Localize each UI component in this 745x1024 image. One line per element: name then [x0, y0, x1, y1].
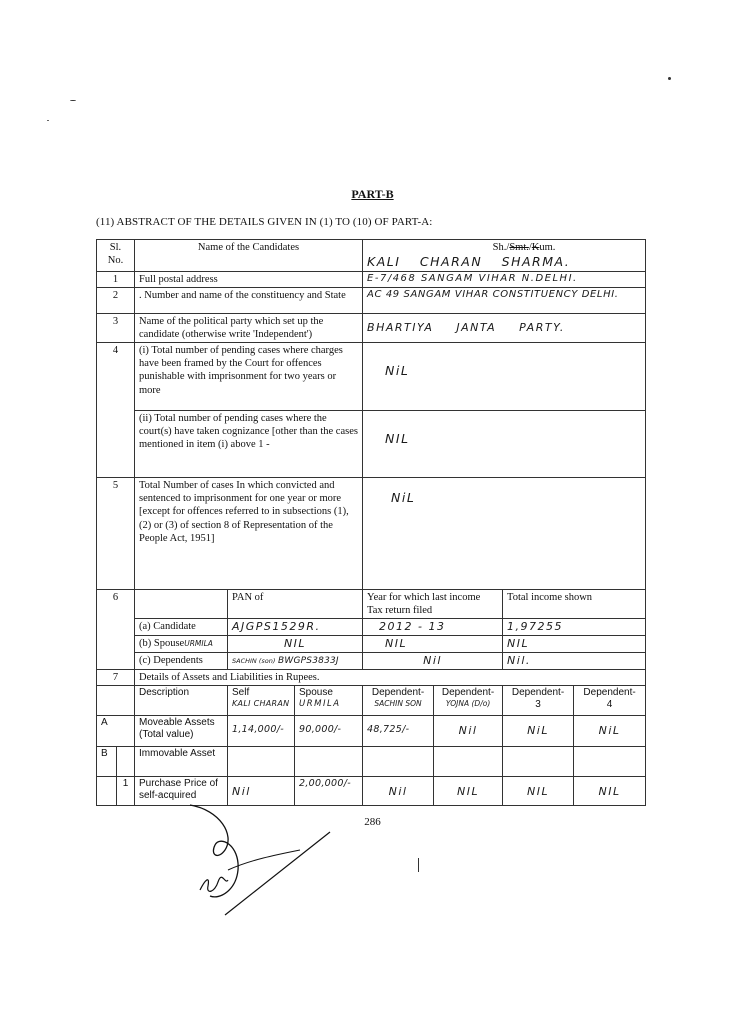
spouse-name: URMILA	[299, 699, 341, 710]
year-value: 2012 - 13	[363, 619, 503, 636]
pan-row-label: (a) Candidate	[135, 619, 228, 636]
row-4-i-value: NiL	[363, 343, 646, 411]
pan-row-label-text: (b) Spouse	[139, 638, 185, 650]
row-2	[97, 287, 646, 313]
scan-speck	[668, 77, 671, 80]
row-a-dependent-2: Nil	[434, 715, 503, 746]
signature-icon	[180, 800, 350, 920]
sl-no-header: Sl. No.	[97, 240, 135, 272]
candidate-name: KALI CHARAN SHARMA.	[367, 254, 571, 270]
assets-row-b1	[97, 776, 646, 805]
income-value: NIL	[503, 636, 646, 653]
title-sh: Sh./	[492, 242, 510, 253]
title-slash: /	[528, 242, 532, 253]
scan-speck	[47, 120, 49, 121]
row-4-i	[97, 343, 646, 411]
assets-row-a	[97, 715, 646, 746]
assets-header-row	[97, 685, 646, 715]
header-row	[97, 240, 646, 272]
part-heading: PART-B	[351, 187, 394, 201]
pan-header: PAN of	[228, 590, 363, 619]
assets-title-row	[97, 669, 646, 685]
year-value: Nil	[363, 652, 503, 669]
col-dependent-4	[574, 685, 646, 715]
col-spouse	[295, 685, 363, 715]
col-spouse-label: Spouse	[299, 686, 333, 698]
row-1	[97, 271, 646, 287]
row-b1-dependent-4: NIL	[574, 776, 646, 805]
row-4-ii-label: (ii) Total number of pending cases where the court(s) have taken cognizance [other than the cases mentioned in item (i) above 1 -	[135, 411, 363, 478]
col-dependent-3	[503, 685, 574, 715]
title-kum-struck: K	[531, 242, 540, 253]
col-self-label: Self	[232, 686, 250, 698]
name-header: Name of the Candidates	[135, 240, 363, 272]
col-dependent-3-label: Dependent-	[511, 686, 565, 698]
spouse-name-note: URMILA	[184, 639, 213, 649]
row-b1-spouse: 2,00,000/-	[295, 776, 363, 805]
row-1-value: E-7/468 SANGAM VIHAR N.DELHI.	[363, 271, 646, 287]
row-4-ii	[97, 411, 646, 478]
page-number: 286	[364, 816, 381, 828]
row-b1-self: Nil	[228, 776, 295, 805]
col-dependent-1-label: Dependent-	[371, 686, 425, 698]
pan-row-dependents	[97, 652, 646, 669]
row-a-self: 1,14,000/-	[228, 715, 295, 746]
pan-row-candidate	[97, 619, 646, 636]
pan-value-cell	[228, 652, 363, 669]
pan-value: BWGPS3833J	[278, 655, 339, 666]
row-4-no: 4	[97, 343, 135, 478]
col-dependent-1	[363, 685, 434, 715]
assets-row-b	[97, 746, 646, 776]
row-4-i-label: (i) Total number of pending cases where charges have been framed by the Court for offences punishable with imprisonment for two years or more	[135, 343, 363, 411]
row-5-value: NiL	[363, 478, 646, 590]
row-5-no: 5	[97, 478, 135, 590]
candidate-name-cell	[363, 240, 646, 272]
row-a-dependent-4: NiL	[574, 715, 646, 746]
col-dependent-2	[434, 685, 503, 715]
row-4-ii-value: NIL	[363, 411, 646, 478]
row-a-dependent-3: NiL	[503, 715, 574, 746]
income-header: Total income shown	[503, 590, 646, 619]
row-b-label: Immovable Asset	[135, 746, 228, 776]
pan-row-label-text: (c) Dependents	[139, 654, 203, 666]
assets-title: Details of Assets and Liabilities in Rupees.	[135, 669, 646, 685]
pan-row-label	[135, 636, 228, 653]
income-value: 1,97255	[503, 619, 646, 636]
self-name: KALI CHARAN	[232, 699, 290, 709]
pan-row-label	[135, 652, 228, 669]
row-b1-dependent-3: NIL	[503, 776, 574, 805]
dependent-name-note: SACHIN (son)	[232, 656, 276, 665]
year-header: Year for which last income Tax return filed	[363, 590, 503, 619]
row-2-no: 2	[97, 287, 135, 313]
title-smt-struck: Smt.	[509, 242, 529, 253]
row-a-dependent-1: 48,725/-	[363, 715, 434, 746]
col-self	[228, 685, 295, 715]
scan-speck	[70, 100, 76, 101]
scan-speck	[418, 858, 419, 872]
row-1-no: 1	[97, 271, 135, 287]
row-b1-dependent-1: Nil	[363, 776, 434, 805]
col-dependent-3-num: 3	[535, 699, 541, 711]
row-b1-label: Purchase Price of self-acquired	[135, 776, 228, 805]
pan-row-spouse	[97, 636, 646, 653]
row-5	[97, 478, 646, 590]
row-a-code: A	[97, 715, 135, 746]
dependent-2-name: YOJNA (D/o)	[445, 699, 491, 709]
abstract-table	[96, 239, 646, 806]
row-b1-sub: 1	[117, 776, 135, 805]
income-value: Nil.	[503, 652, 646, 669]
pan-value: NIL	[228, 636, 363, 653]
row-1-label: Full postal address	[135, 271, 363, 287]
row-7-no: 7	[97, 669, 135, 685]
row-a-spouse: 90,000/-	[295, 715, 363, 746]
title-kum-suffix: um.	[539, 242, 556, 253]
title-prefix	[367, 241, 641, 254]
dependent-1-name: SACHIN SON	[374, 699, 422, 709]
year-value: NIL	[363, 636, 503, 653]
row-a-label: Moveable Assets (Total value)	[135, 715, 228, 746]
row-3	[97, 313, 646, 342]
row-b-code: B	[97, 746, 117, 776]
row-2-value: AC 49 SANGAM VIHAR CONSTITUENCY DELHI.	[363, 287, 646, 313]
row-2-label: . Number and name of the constituency and State	[135, 287, 363, 313]
abstract-title: (11) ABSTRACT OF THE DETAILS GIVEN IN (1) TO (10) OF PART-A:	[96, 216, 433, 228]
col-description: Description	[135, 685, 228, 715]
row-b1-dependent-2: NIL	[434, 776, 503, 805]
pan-header-row	[97, 590, 646, 619]
col-dependent-2-label: Dependent-	[441, 686, 495, 698]
row-3-no: 3	[97, 313, 135, 342]
row-3-value: BHARTIYA JANTA PARTY.	[363, 313, 646, 342]
col-dependent-4-num: 4	[606, 699, 613, 711]
col-dependent-4-label: Dependent-	[583, 686, 636, 698]
row-3-label: Name of the political party which set up the candidate (otherwise write 'Independent')	[135, 313, 363, 342]
row-6-no: 6	[97, 590, 135, 670]
pan-value: AJGPS1529R.	[228, 619, 363, 636]
row-5-label: Total Number of cases In which convicted and sentenced to imprisonment for one year or more [except for offences referred to in subsections (1), (2) or (3) of section 8 of Representation of the People Act, 1951]	[135, 478, 363, 590]
